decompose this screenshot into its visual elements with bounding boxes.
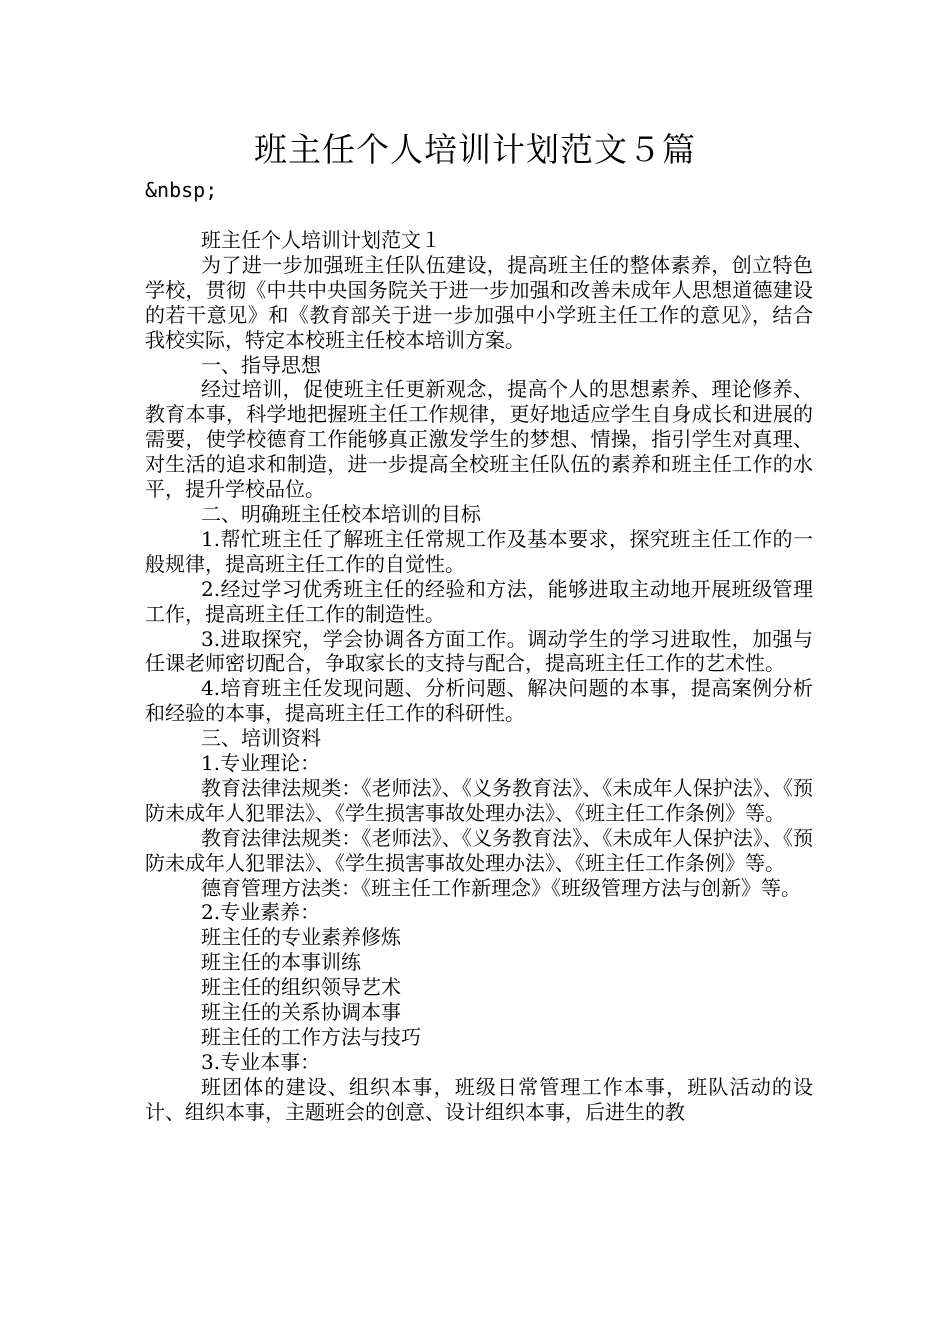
- subheading: 1.专业理论：: [201, 751, 321, 776]
- paragraph: 1.帮忙班主任了解班主任常规工作及基本要求，探究班主任工作的一般规律，提高班主任工作的自觉性。: [145, 526, 813, 576]
- document-body: [145, 228, 813, 1125]
- paragraph: 3.进取探究，学会协调各方面工作。调动学生的学习进取性，加强与任课老师密切配合，争取家长的支持与配合，提高班主任工作的艺术性。: [145, 626, 813, 676]
- paragraph: 德育管理方法类：《班主任工作新理念》《班级管理方法与创新》等。: [201, 875, 801, 900]
- list-item: 班主任的专业素养修炼: [201, 925, 401, 950]
- list-item: 班主任的组织领导艺术: [201, 975, 401, 1000]
- list-item: 班主任的关系协调本事: [201, 1000, 401, 1025]
- paragraph: 班团体的建设、组织本事，班级日常管理工作本事，班队活动的设计、组织本事，主题班会的创意、设计组织本事，后进生的教: [145, 1074, 813, 1124]
- subheading: 2.专业素养：: [201, 900, 321, 925]
- paragraph: 经过培训，促使班主任更新观念，提高个人的思想素养、理论修养、教育本事，科学地把握班主任工作规律，更好地适应学生自身成长和进展的需要，使学校德育工作能够真正激发学生的梦想、情操，指引学生对真理、对生活的追求和制造，进一步提高全校班主任队伍的素养和班主任工作的水平，提升学校品位。: [145, 377, 813, 502]
- section-heading: 二、明确班主任校本培训的目标: [201, 501, 481, 526]
- section-heading: 一、指导思想: [201, 352, 321, 377]
- paragraph: 教育法律法规类：《老师法》、《义务教育法》、《未成年人保护法》、《预防未成年人犯罪法》、《学生损害事故处理办法》、《班主任工作条例》等。: [145, 825, 813, 875]
- section-heading: 班主任个人培训计划范文１: [201, 228, 441, 252]
- list-item: 班主任的工作方法与技巧: [201, 1025, 421, 1049]
- subheading: 3.专业本事：: [201, 1049, 321, 1074]
- paragraph: 教育法律法规类：《老师法》、《义务教育法》、《未成年人保护法》、《预防未成年人犯罪法》、《学生损害事故处理办法》、《班主任工作条例》等。: [145, 775, 813, 825]
- paragraph: 为了进一步加强班主任队伍建设，提高班主任的整体素养，创立特色学校，贯彻《中共中央国务院关于进一步加强和改善未成年人思想道德建设的若干意见》和《教育部关于进一步加强中小学班主任工作的意见》，结合我校实际，特定本校班主任校本培训方案。: [145, 252, 813, 352]
- nbsp-artifact-text: &nbsp;: [145, 178, 218, 202]
- paragraph: 2.经过学习优秀班主任的经验和方法，能够进取主动地开展班级管理工作，提高班主任工作的制造性。: [145, 576, 813, 626]
- section-heading: 三、培训资料: [201, 726, 321, 751]
- document-title: 班主任个人培训计划范文５篇: [254, 130, 696, 169]
- paragraph: 4.培育班主任发现问题、分析问题、解决问题的本事，提高案例分析和经验的本事，提高班主任工作的科研性。: [145, 676, 813, 726]
- list-item: 班主任的本事训练: [201, 950, 361, 975]
